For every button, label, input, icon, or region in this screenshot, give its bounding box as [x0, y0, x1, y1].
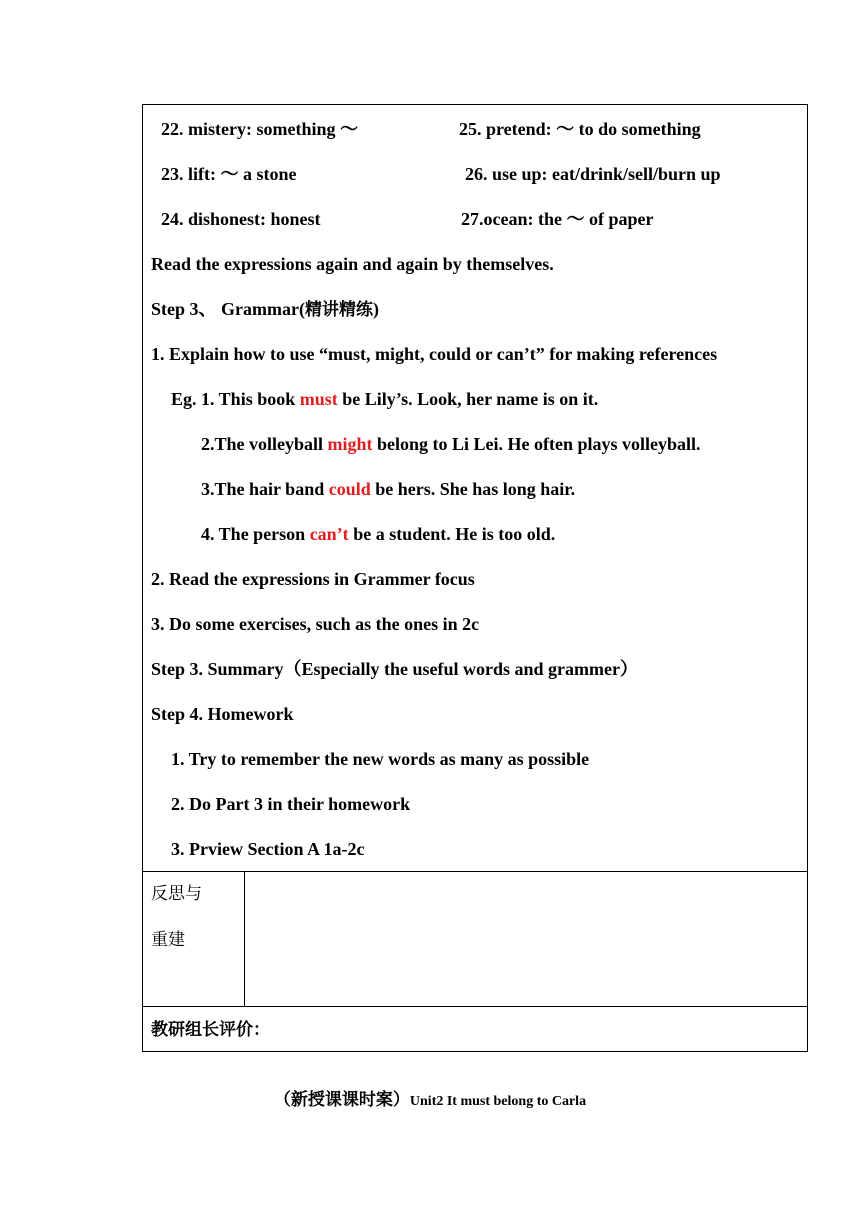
lesson-content-cell [142, 104, 808, 872]
vocab-item-25: 25. pretend: 〜 to do something [459, 119, 701, 139]
homework-item-2: 2. Do Part 3 in their homework [171, 794, 411, 814]
do-exercises: 3. Do some exercises, such as the ones in 2c [151, 614, 480, 634]
step3-grammar-heading [151, 298, 379, 321]
example-3 [201, 478, 575, 500]
example-2-before: 2.The volleyball [201, 434, 328, 454]
reflection-label-line1: 反思与 [151, 884, 202, 904]
example-2 [201, 433, 701, 455]
step3-grammar-cn: 精讲精练 [304, 300, 373, 320]
summary-paren: （Especially the useful words and grammer） [283, 659, 639, 679]
vocab-item-24: 24. dishonest: honest [161, 209, 321, 229]
example-3-modal: could [328, 479, 371, 499]
example-4-before: 4. The person [201, 524, 310, 544]
summary-label: Step 3. Summary [151, 659, 284, 679]
example-4 [201, 523, 555, 545]
explain-modals: 1. Explain how to use “must, might, could or can’t” for making references [151, 344, 718, 364]
homework-item-1: 1. Try to remember the new words as many as possible [171, 749, 590, 769]
leader-comment-cell [142, 1006, 808, 1052]
page-footer [0, 1089, 860, 1113]
summary-heading [151, 658, 638, 680]
example-2-modal: might [327, 434, 373, 454]
step3-grammar-label: Step 3、 Grammar( [151, 299, 305, 319]
example-3-after: be hers. She has long hair. [370, 479, 576, 499]
reflection-body-cell [244, 871, 808, 1007]
homework-item-3: 3. Prview Section A 1a-2c [171, 839, 365, 859]
lesson-plan-table [142, 104, 808, 1052]
example-3-before: 3.The hair band [201, 479, 329, 499]
vocab-item-22: 22. mistery: something 〜 [161, 119, 358, 139]
example-2-after: belong to Li Lei. He often plays volleyball. [372, 434, 701, 454]
footer-cn: （新授课课时案） [273, 1090, 410, 1110]
vocab-item-26: 26. use up: eat/drink/sell/burn up [465, 164, 721, 184]
example-4-modal: can’t [309, 524, 349, 544]
leader-comment-label: 教研组长评价： [151, 1020, 270, 1040]
reflection-label-line2: 重建 [151, 930, 185, 950]
example-1-modal: must [299, 389, 338, 409]
example-1-before: Eg. 1. This book [171, 389, 300, 409]
reflection-label-cell [142, 871, 245, 1007]
homework-heading: Step 4. Homework [151, 704, 294, 724]
vocab-item-23: 23. lift: 〜 a stone [161, 164, 297, 184]
example-4-after: be a student. He is too old. [348, 524, 556, 544]
vocab-item-27: 27.ocean: the 〜 of paper [461, 209, 654, 229]
read-again-instruction: Read the expressions again and again by themselves. [151, 254, 554, 274]
example-1-after: be Lily’s. Look, her name is on it. [337, 389, 599, 409]
example-1 [171, 388, 598, 410]
read-grammar-focus: 2. Read the expressions in Grammer focus [151, 569, 475, 589]
step3-grammar-close: ) [372, 299, 379, 319]
footer-en: Unit2 It must belong to Carla [409, 1094, 587, 1109]
